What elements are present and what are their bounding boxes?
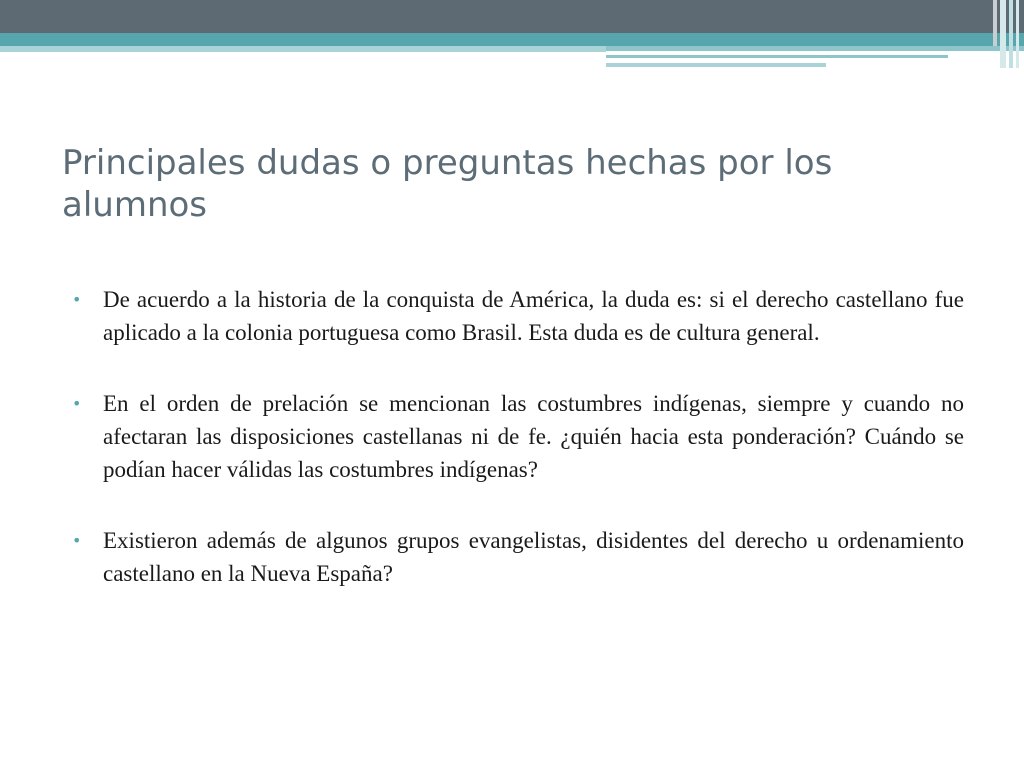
header-vertical-bar xyxy=(1016,0,1019,68)
header-band-light xyxy=(0,46,606,52)
bullet-dot-icon: • xyxy=(72,531,82,550)
header-accent-line xyxy=(606,55,948,58)
bullet-list xyxy=(72,283,964,590)
bullet-dot-icon: • xyxy=(72,290,82,309)
bullet-item xyxy=(72,524,964,590)
header-band-light-right xyxy=(606,46,1024,51)
header-vertical-bar xyxy=(993,0,997,46)
header-accent-line-short xyxy=(606,63,826,67)
bullet-text: Existieron además de algunos grupos evangelistas, disidentes del derecho u ordenamiento castellano en la Nueva España? xyxy=(103,528,964,586)
header-vertical-bar xyxy=(1009,0,1013,68)
bullet-item xyxy=(72,387,964,486)
bullet-dot-icon: • xyxy=(72,394,82,413)
slide-title: Principales dudas o preguntas hechas por los alumnos xyxy=(62,143,833,225)
header-band-dark xyxy=(0,0,1024,33)
bullet-item xyxy=(72,283,964,349)
bullet-text: En el orden de prelación se mencionan las costumbres indígenas, siempre y cuando no afectaran las disposiciones castellanas ni de fe. ¿quién hacia esta ponderación? Cuándo se podían hacer válidas las costumbres indígenas? xyxy=(103,391,964,482)
bullet-text: De acuerdo a la historia de la conquista de América, la duda es: si el derecho castellano fue aplicado a la colonia portuguesa como Brasil. Esta duda es de cultura general. xyxy=(103,287,964,345)
header-vertical-bar xyxy=(1000,0,1006,68)
header-band-teal xyxy=(0,33,1024,46)
